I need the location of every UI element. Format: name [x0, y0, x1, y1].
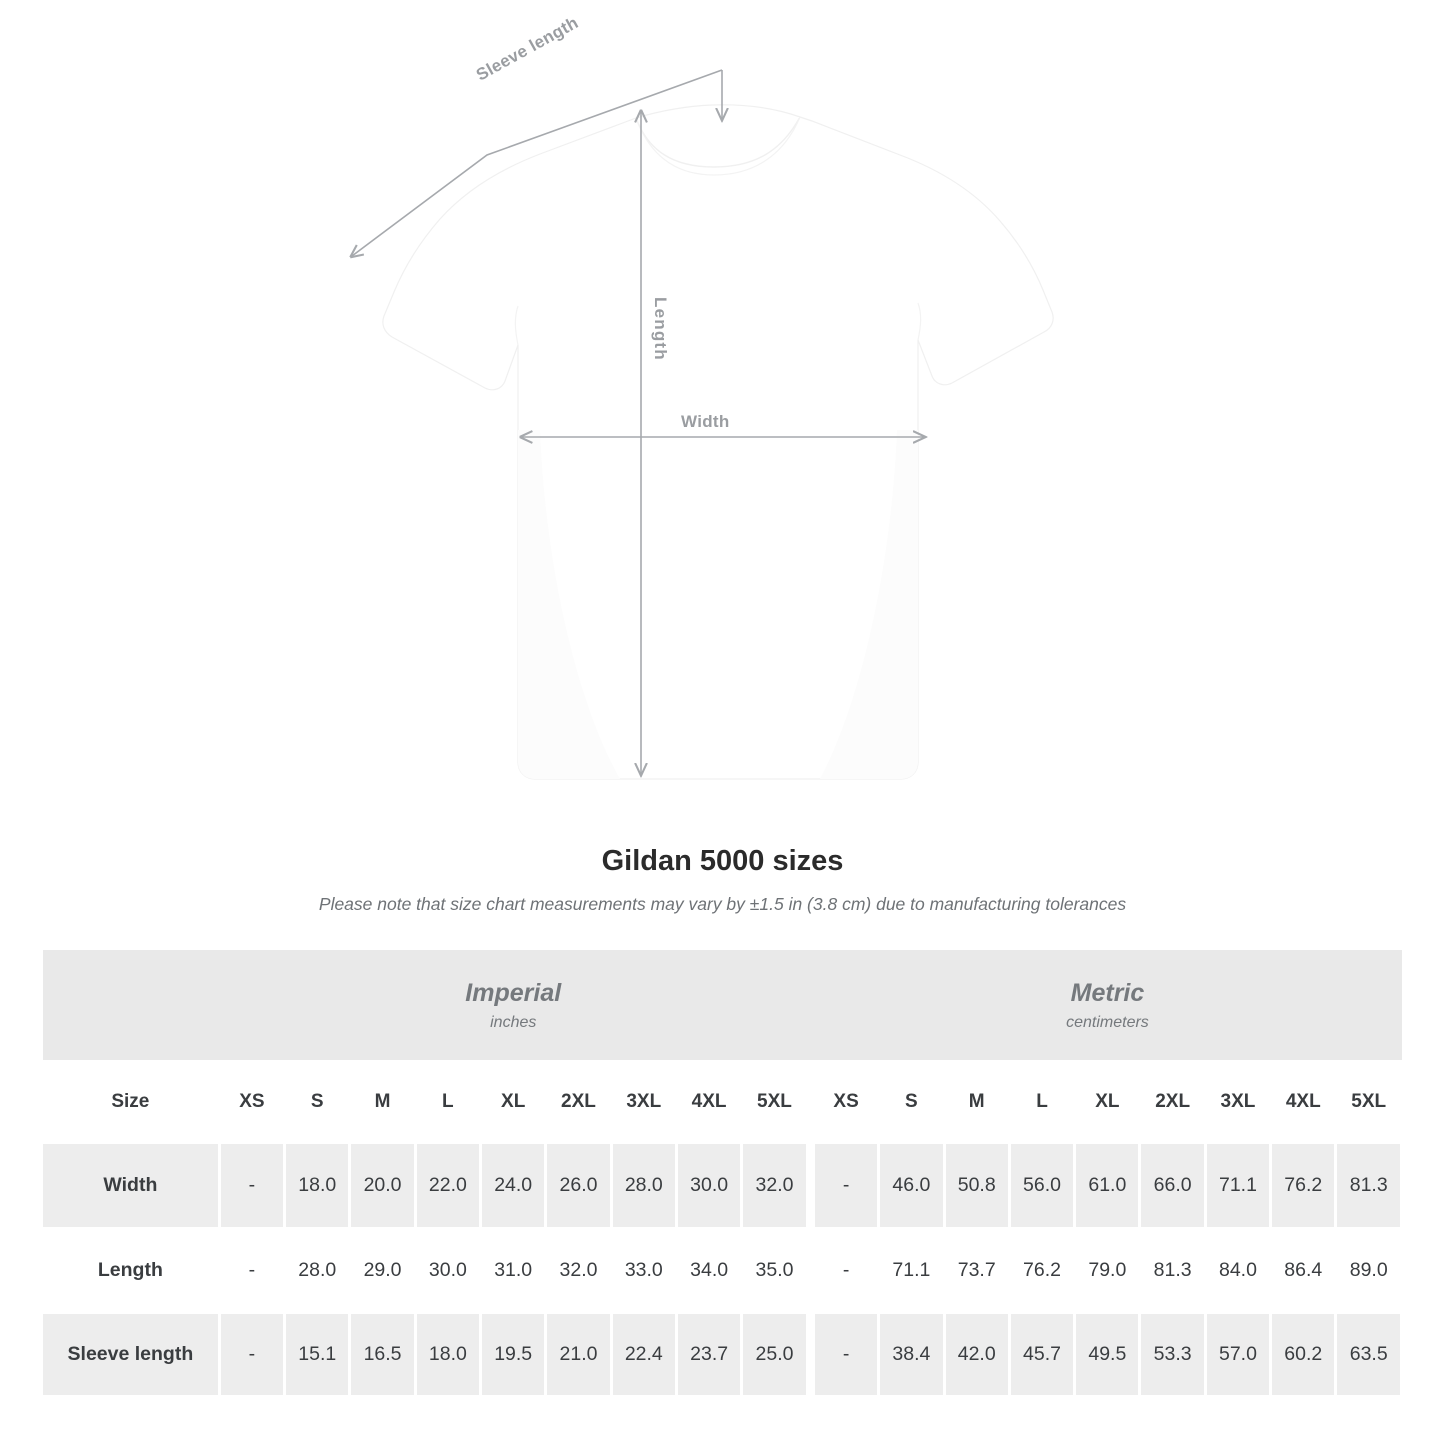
size-col-met-3: L	[1009, 1060, 1074, 1144]
cell-length-met-1: 71.1	[879, 1228, 944, 1312]
cell-length-imp-0: -	[219, 1228, 284, 1312]
cell-sleeve-met-7: 60.2	[1271, 1312, 1336, 1396]
size-header-row	[43, 1060, 1402, 1144]
cell-length-met-8: 89.0	[1336, 1228, 1402, 1312]
cell-width-imp-4: 24.0	[481, 1144, 546, 1228]
size-col-met-0: XS	[813, 1060, 878, 1144]
size-col-met-4: XL	[1075, 1060, 1140, 1144]
cell-length-imp-1: 28.0	[285, 1228, 350, 1312]
cell-length-met-7: 86.4	[1271, 1228, 1336, 1312]
size-col-imp-0: XS	[219, 1060, 284, 1144]
row-label-width: Width	[43, 1144, 219, 1228]
cell-width-imp-1: 18.0	[285, 1144, 350, 1228]
size-col-imp-1: S	[285, 1060, 350, 1144]
size-col-imp-6: 3XL	[611, 1060, 676, 1144]
cell-width-met-8: 81.3	[1336, 1144, 1402, 1228]
cell-sleeve-imp-6: 22.4	[611, 1312, 676, 1396]
cell-length-imp-3: 30.0	[415, 1228, 480, 1312]
size-row-header: Size	[43, 1060, 219, 1144]
size-col-met-8: 5XL	[1336, 1060, 1402, 1144]
cell-width-imp-7: 30.0	[676, 1144, 741, 1228]
unit-header-spacer	[43, 950, 219, 1060]
cell-sleeve-imp-0: -	[219, 1312, 284, 1396]
cell-width-imp-2: 20.0	[350, 1144, 415, 1228]
cell-sleeve-met-3: 45.7	[1009, 1312, 1074, 1396]
cell-sleeve-imp-5: 21.0	[546, 1312, 611, 1396]
cell-length-imp-4: 31.0	[481, 1228, 546, 1312]
cell-width-met-4: 61.0	[1075, 1144, 1140, 1228]
metric-header	[813, 950, 1401, 1060]
cell-length-imp-7: 34.0	[676, 1228, 741, 1312]
row-label-length: Length	[43, 1228, 219, 1312]
sleeve-length-label: Sleeve length	[473, 12, 582, 85]
cell-width-met-2: 50.8	[944, 1144, 1009, 1228]
cell-width-imp-6: 28.0	[611, 1144, 676, 1228]
cell-sleeve-met-6: 57.0	[1205, 1312, 1270, 1396]
cell-length-met-0: -	[813, 1228, 878, 1312]
cell-length-met-2: 73.7	[944, 1228, 1009, 1312]
cell-width-met-7: 76.2	[1271, 1144, 1336, 1228]
cell-sleeve-met-4: 49.5	[1075, 1312, 1140, 1396]
cell-width-imp-8: 32.0	[742, 1144, 807, 1228]
unit-header-row	[43, 950, 1402, 1060]
cell-width-met-5: 66.0	[1140, 1144, 1205, 1228]
cell-sleeve-met-8: 63.5	[1336, 1312, 1402, 1396]
cell-length-imp-2: 29.0	[350, 1228, 415, 1312]
table-row-width	[43, 1144, 1402, 1228]
metric-name: Metric	[1070, 979, 1145, 1008]
size-col-imp-2: M	[350, 1060, 415, 1144]
page-title: Gildan 5000 sizes	[601, 845, 844, 877]
cell-width-met-0: -	[813, 1144, 878, 1228]
size-col-met-7: 4XL	[1271, 1060, 1336, 1144]
cell-length-imp-6: 33.0	[611, 1228, 676, 1312]
imperial-sub: inches	[490, 1013, 537, 1031]
tshirt-shape	[383, 105, 1053, 779]
cell-sleeve-imp-1: 15.1	[285, 1312, 350, 1396]
cell-sleeve-met-2: 42.0	[944, 1312, 1009, 1396]
table-row-sleeve-length	[43, 1312, 1402, 1396]
cell-width-met-3: 56.0	[1009, 1144, 1074, 1228]
title-block	[0, 845, 1445, 915]
size-col-imp-8: 5XL	[742, 1060, 807, 1144]
row-label-sleeve-length: Sleeve length	[43, 1312, 219, 1396]
cell-width-met-1: 46.0	[879, 1144, 944, 1228]
metric-sub: centimeters	[1066, 1013, 1149, 1031]
cell-width-met-6: 71.1	[1205, 1144, 1270, 1228]
size-table-wrapper	[43, 950, 1403, 1398]
cell-width-imp-3: 22.0	[415, 1144, 480, 1228]
size-col-imp-7: 4XL	[676, 1060, 741, 1144]
cell-width-imp-5: 26.0	[546, 1144, 611, 1228]
cell-length-met-5: 81.3	[1140, 1228, 1205, 1312]
tolerance-note: Please note that size chart measurements may vary by ±1.5 in (3.8 cm) due to manufacturing tolerances	[318, 894, 1127, 914]
cell-width-imp-0: -	[219, 1144, 284, 1228]
size-table	[43, 950, 1403, 1398]
cell-sleeve-imp-8: 25.0	[742, 1312, 807, 1396]
cell-sleeve-imp-4: 19.5	[481, 1312, 546, 1396]
length-label: Length	[651, 297, 670, 361]
cell-length-met-4: 79.0	[1075, 1228, 1140, 1312]
cell-sleeve-met-1: 38.4	[879, 1312, 944, 1396]
cell-length-imp-5: 32.0	[546, 1228, 611, 1312]
table-row-length	[43, 1228, 1402, 1312]
size-col-imp-4: XL	[481, 1060, 546, 1144]
cell-length-met-3: 76.2	[1009, 1228, 1074, 1312]
size-col-met-6: 3XL	[1205, 1060, 1270, 1144]
imperial-header	[219, 950, 807, 1060]
cell-sleeve-met-5: 53.3	[1140, 1312, 1205, 1396]
cell-sleeve-met-0: -	[813, 1312, 878, 1396]
cell-sleeve-imp-3: 18.0	[415, 1312, 480, 1396]
width-label: Width	[681, 412, 730, 431]
size-col-met-1: S	[879, 1060, 944, 1144]
size-col-met-2: M	[944, 1060, 1009, 1144]
cell-sleeve-imp-7: 23.7	[676, 1312, 741, 1396]
size-col-imp-3: L	[415, 1060, 480, 1144]
cell-length-met-6: 84.0	[1205, 1228, 1270, 1312]
size-col-met-5: 2XL	[1140, 1060, 1205, 1144]
size-col-imp-5: 2XL	[546, 1060, 611, 1144]
cell-sleeve-imp-2: 16.5	[350, 1312, 415, 1396]
imperial-name: Imperial	[465, 979, 562, 1008]
cell-length-imp-8: 35.0	[742, 1228, 807, 1312]
